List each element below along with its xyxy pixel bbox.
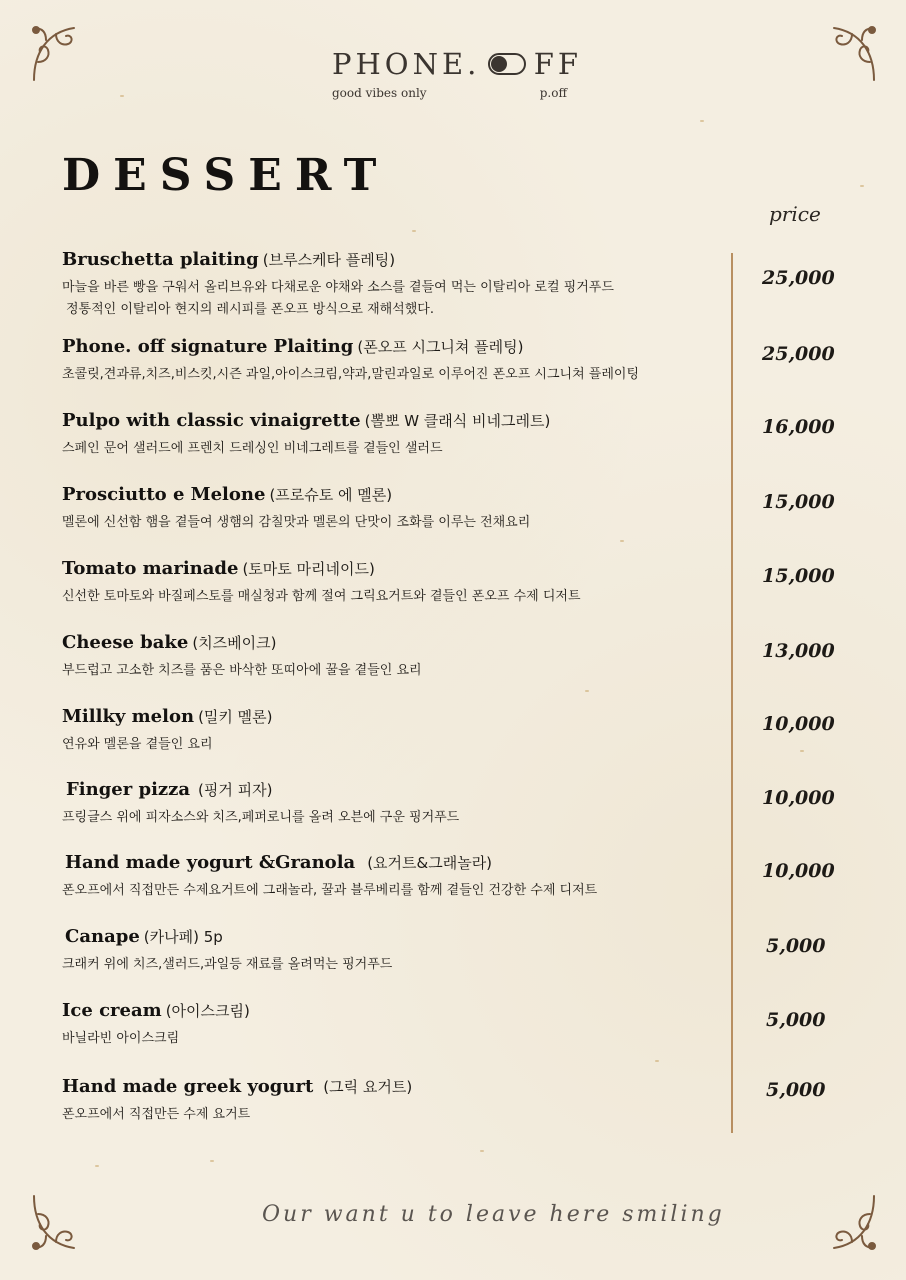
brand-logo: [332, 46, 582, 100]
corner-ornament-icon: [816, 22, 880, 86]
item-name: Phone. off signature Plaiting: [62, 336, 354, 357]
item-name-korean: (요거트&그래놀라): [367, 854, 493, 872]
item-name: Bruschetta plaiting: [62, 249, 259, 270]
item-description-line: 정통적인 이탈리아 현지의 레시피를 폰오프 방식으로 재해석했다.: [66, 302, 434, 317]
menu-item: [62, 247, 732, 321]
menu-item: [62, 1074, 732, 1126]
item-description-line: 마늘을 바른 빵을 구워서 올리브유와 다채로운 야채와 소스를 곁들여 먹는 이탈리아 로컬 핑거푸드: [62, 280, 614, 295]
menu-item: [62, 924, 732, 976]
menu-item: [62, 556, 732, 608]
menu-item: [62, 630, 732, 682]
item-price: 25,000: [762, 343, 835, 365]
item-description: 신선한 토마토와 바질페스토를 매실청과 함께 절여 그릭요거트와 곁들인 폰오프 수제 디저트: [62, 589, 581, 604]
item-name: Millky melon: [62, 706, 195, 727]
item-name-korean: (브루스케타 플레팅): [262, 251, 396, 269]
item-price: 5,000: [766, 1009, 826, 1031]
item-name: Hand made yogurt &Granola: [65, 852, 356, 873]
item-price: 25,000: [762, 267, 835, 289]
item-name: Pulpo with classic vinaigrette: [62, 410, 361, 431]
item-name-korean: (토마토 마리네이드): [242, 560, 375, 578]
item-price: 16,000: [762, 416, 835, 438]
brand-tagline: good vibes only: [332, 86, 427, 100]
menu-item: [62, 998, 732, 1050]
corner-ornament-icon: [28, 1190, 92, 1254]
item-price: 10,000: [762, 787, 835, 809]
item-name-korean: (뽈뽀 W 클래식 비네그레트): [364, 412, 551, 430]
item-description: 연유와 멜론을 곁들인 요리: [62, 737, 213, 752]
item-description: 프링글스 위에 피자소스와 치즈,페퍼로니를 올려 오븐에 구운 핑거푸드: [62, 810, 460, 825]
item-name: Prosciutto e Melone: [62, 484, 266, 505]
menu-item: [62, 334, 732, 386]
corner-ornament-icon: [28, 22, 92, 86]
footer-signature: Our want u to leave here smiling: [262, 1202, 725, 1227]
item-name-korean: (폰오프 시그니쳐 플레팅): [357, 338, 524, 356]
item-price: 5,000: [766, 935, 826, 957]
menu-item: [62, 408, 732, 460]
item-name-korean: (치즈베이크): [192, 634, 277, 652]
item-name: Tomato marinade: [62, 558, 239, 579]
toggle-switch-icon: [488, 53, 525, 75]
item-name-korean: (아이스크림): [165, 1002, 250, 1020]
item-description: [62, 277, 732, 321]
item-name-korean: (핑거 피자): [198, 781, 273, 799]
item-name: Cheese bake: [62, 632, 189, 653]
brand-handle: p.off: [539, 86, 567, 100]
item-price: 10,000: [762, 860, 835, 882]
item-price: 15,000: [762, 491, 835, 513]
item-price: 5,000: [766, 1079, 826, 1101]
menu-item: [62, 777, 732, 829]
item-description: 바닐라빈 아이스크림: [62, 1031, 180, 1046]
item-name: Ice cream: [62, 1000, 162, 1021]
item-name-korean: (밀키 멜론): [198, 708, 273, 726]
item-name-korean: (그릭 요거트): [323, 1078, 413, 1096]
item-description: 스페인 문어 샐러드에 프렌치 드레싱인 비네그레트를 곁들인 샐러드: [62, 441, 443, 456]
brand-name-left: PHONE.: [332, 47, 481, 81]
menu-item: [62, 482, 732, 534]
item-description: 부드럽고 고소한 치즈를 품은 바삭한 또띠아에 꿀을 곁들인 요리: [62, 663, 422, 678]
item-description: 폰오프에서 직접만든 수제 요거트: [62, 1107, 251, 1122]
brand-name-right: FF: [533, 47, 582, 81]
corner-ornament-icon: [816, 1190, 880, 1254]
item-name: Hand made greek yogurt: [62, 1076, 314, 1097]
menu-item: [62, 704, 732, 756]
item-price: 13,000: [762, 640, 835, 662]
brand-name: [332, 46, 582, 82]
item-price: 15,000: [762, 565, 835, 587]
item-price: 10,000: [762, 713, 835, 735]
item-name-korean: (프로슈토 에 멜론): [269, 486, 393, 504]
item-description: 폰오프에서 직접만든 수제요거트에 그래놀라, 꿀과 블루베리를 함께 곁들인 건강한 수제 디저트: [62, 883, 598, 898]
menu-item: [62, 850, 732, 902]
item-description: 멜론에 신선함 햄을 곁들여 생햄의 감칠맛과 멜론의 단맛이 조화를 이루는 전채요리: [62, 515, 531, 530]
item-description: 초콜릿,견과류,치즈,비스킷,시즌 과일,아이스크림,약과,말린과일로 이루어진 폰오프 시그니쳐 플레이팅: [62, 367, 640, 382]
price-column-header: price: [769, 202, 821, 226]
item-name: Finger pizza: [66, 779, 191, 800]
item-name: Canape: [65, 926, 140, 947]
item-name-korean: (카나페) 5p: [143, 928, 223, 946]
item-description: 크래커 위에 치즈,샐러드,과일등 재료를 올려먹는 핑거푸드: [62, 957, 393, 972]
page-title: DESSERT: [62, 150, 390, 201]
